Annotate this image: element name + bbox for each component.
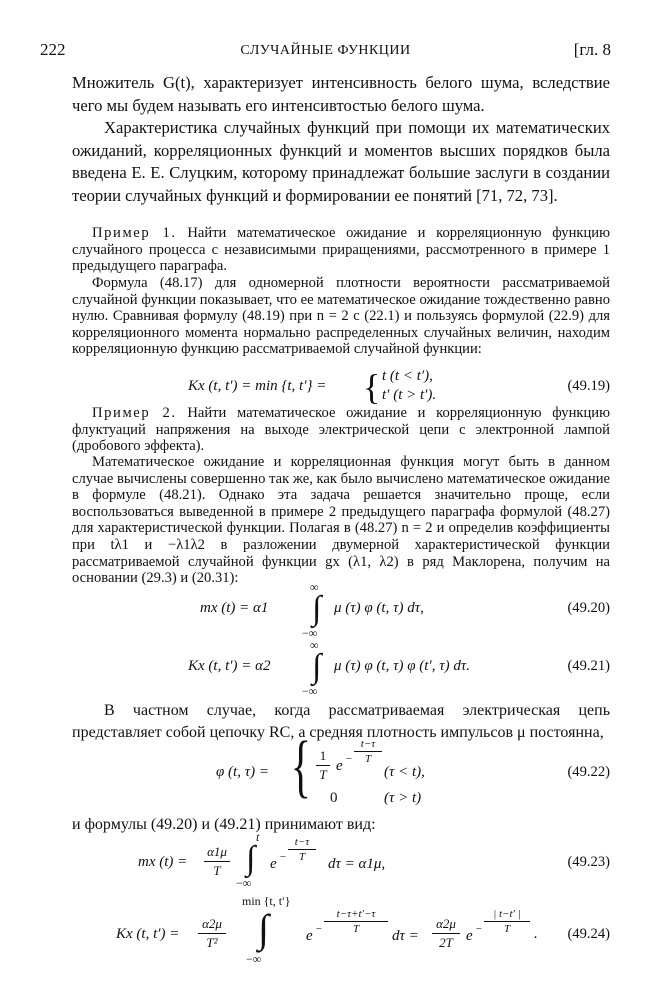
- eq-49-22-cond2: (τ > t): [384, 790, 422, 806]
- eq-49-24-coef2: [432, 916, 460, 951]
- example-1: [72, 225, 610, 275]
- eq-49-19-brace: {: [363, 367, 381, 407]
- example-2: [72, 405, 610, 455]
- example-1-label: Пример 1.: [92, 225, 177, 241]
- eq-49-24-upper-limit: min {t, t′}: [242, 894, 291, 908]
- eq-49-19-case1: t (t < t′),: [382, 368, 433, 384]
- eq-49-24-exp-base: e: [306, 928, 313, 944]
- eq-49-23-lhs: mx (t) =: [138, 854, 188, 870]
- eq-49-22-frac-bar: [316, 765, 330, 766]
- eq-49-23-exp-num: t−τ: [294, 836, 310, 848]
- eq-49-24-coef: [198, 916, 226, 951]
- paragraph-rc-chain: В частном случае, когда рассматриваемая электрическая цепь представляет собой цепочку RC, а средняя плотность импульсов μ постоянна,: [72, 702, 610, 741]
- example-2-label: Пример 2.: [92, 405, 177, 421]
- eq-49-21-number: (49.21): [567, 658, 610, 674]
- eq-49-22-number: (49.22): [567, 764, 610, 780]
- equation-49-19: [72, 367, 610, 407]
- example-1-text: Найти математическое ожидание и корреляционную функцию случайного процесса с независимыми приращениями, рассмотренного в примере 1 предыдущего параграфа.: [72, 225, 611, 275]
- eq-49-22-frac-num: 1: [319, 748, 327, 763]
- eq-49-20-lower-limit: −∞: [302, 626, 318, 640]
- eq-49-24-mid: dτ =: [392, 928, 419, 944]
- eq-49-23-exp-minus: −: [279, 851, 287, 863]
- eq-49-22-brace: {: [290, 728, 311, 805]
- eq-49-20-integral-sign: ∫: [312, 590, 322, 627]
- eq-49-21-upper-limit: ∞: [310, 638, 319, 652]
- eq-49-24-coef-den: T²: [206, 935, 218, 950]
- eq-49-24-exp-den: T: [352, 923, 360, 935]
- eq-49-21-integrand: μ (τ) φ (t, τ) φ (t′, τ) dτ.: [334, 658, 470, 674]
- equation-49-20: [72, 582, 610, 638]
- example-2-text: Найти математическое ожидание и корреляционную функцию флуктуаций напряжения на выходе электрической цепи с электронной лампой (дробового эффекта).: [72, 405, 611, 455]
- eq-49-24-number: (49.24): [567, 926, 610, 942]
- eq-49-24-end: .: [534, 926, 538, 942]
- paragraph-slutsky: Характеристика случайных функций при помощи их математических ожиданий, корреляционных функций и моментов высших порядков была введена Е. Е. Слуцким, которому принадлежат большие заслуги в создании теории случайных функций и формировании ее понятий [71, 72, 73].: [72, 118, 610, 205]
- eq-49-23-exp-bar: [288, 849, 316, 850]
- eq-49-22-lhs: φ (t, τ) =: [216, 764, 269, 780]
- eq-49-24-exp2-den: T: [503, 923, 511, 935]
- eq-49-23-exponent: [288, 836, 316, 863]
- equation-49-24: [72, 894, 610, 966]
- eq-49-21-lower-limit: −∞: [302, 684, 318, 698]
- eq-49-23-tail: dτ = α1μ,: [328, 856, 386, 872]
- eq-49-19-number: (49.19): [567, 378, 610, 394]
- eq-49-23-lower-limit: −∞: [236, 876, 252, 890]
- eq-49-24-lower-limit: −∞: [246, 952, 262, 966]
- equation-49-21: [72, 640, 610, 696]
- eq-49-24-exponent: [324, 908, 388, 935]
- eq-49-23-upper-limit: t: [256, 830, 260, 844]
- eq-49-23-coef-bar: [204, 861, 230, 862]
- eq-49-23-coef-den: T: [213, 863, 221, 878]
- eq-49-24-exponent2: [484, 908, 530, 935]
- eq-49-23-exp-den: T: [298, 851, 306, 863]
- equation-49-22: [72, 728, 610, 810]
- eq-49-23-integral-sign: ∫: [246, 840, 256, 877]
- eq-49-24-exp2-base: e: [466, 928, 473, 944]
- page-number: 222: [40, 40, 66, 59]
- eq-49-23-number: (49.23): [567, 854, 610, 870]
- eq-49-24-exp2-bar: [484, 921, 530, 922]
- running-title: СЛУЧАЙНЫЕ ФУНКЦИИ: [240, 43, 411, 58]
- eq-49-24-coef2-num: α2μ: [436, 916, 456, 931]
- eq-49-24-exp-minus: −: [315, 923, 323, 935]
- eq-49-22-frac-den: T: [319, 767, 327, 782]
- eq-49-20-number: (49.20): [567, 600, 610, 616]
- eq-49-22-cond1: (τ < t),: [384, 764, 425, 780]
- eq-49-24-coef-num: α2μ: [202, 916, 222, 931]
- paragraph-white-noise: Множитель G(t), характеризует интенсивность белого шума, вследствие чего мы будем называть его интенсивтостью белого шума.: [72, 73, 610, 115]
- eq-49-20-upper-limit: ∞: [310, 580, 319, 594]
- eq-49-21-integral-sign: ∫: [312, 648, 322, 685]
- eq-49-22-fraction: [316, 748, 330, 783]
- equation-49-23: [72, 832, 610, 888]
- eq-49-19-case2: t′ (t > t′).: [382, 387, 437, 403]
- eq-49-23-coef: [204, 844, 230, 879]
- eq-49-23-coef-num: α1μ: [207, 844, 227, 859]
- eq-49-22-exp-bar: [354, 751, 382, 752]
- eq-49-22-zero: 0: [330, 790, 338, 806]
- paragraph-formula-48-17: Формула (48.17) для одномерной плотности вероятности рассматриваемой случайной функции показывает, что ее математическое ожидание тождественно равно нулю. Сравнивая формулу (48.19) при n = 2 с (22.1) и пользуясь формулой (22.9) для корреляционного момента нормально распределенных случайных величин, находим корреляционную функцию рассматриваемой случайной функции:: [72, 275, 610, 358]
- eq-49-20-integrand: μ (τ) φ (t, τ) dτ,: [334, 600, 424, 616]
- eq-49-21-lhs: Kx (t, t′) = α2: [188, 658, 271, 674]
- paragraph-shot-effect: Математическое ожидание и корреляционная функция могут быть в данном случае вычислены совершенно так же, как было вычислено математическое ожидание в формуле (48.21). Однако эта задача решается значительно проще, если воспользоваться выведенной в примере 2 предыдущего параграфа формулой (48.27) для характеристической функции. Полагая в (48.27) n = 2 и определив коэффициенты при tλ1 и −λ1λ2 в разложении двумерной характеристической функции рассматриваемой случайной функции gx (λ1, λ2) в ряд Маклорена, получим на основании (29.3) и (20.31):: [72, 454, 610, 587]
- eq-49-23-exp-base: e: [270, 856, 277, 872]
- eq-49-24-coef-bar: [198, 933, 226, 934]
- paragraph-formulas-take-form: и формулы (49.20) и (49.21) принимают вид:: [72, 816, 376, 833]
- eq-49-24-lhs: Kx (t, t′) =: [116, 926, 180, 942]
- eq-49-24-exp-num: t−τ+t′−τ: [336, 908, 376, 920]
- eq-49-22-exp-num: t−τ: [360, 738, 376, 750]
- eq-49-24-exp-bar: [324, 921, 388, 922]
- eq-49-24-coef2-den: 2T: [439, 935, 453, 950]
- eq-49-22-exp-den: T: [364, 753, 372, 765]
- eq-49-19-lhs: Kx (t, t′) = min {t, t′} =: [188, 378, 327, 394]
- chapter-marker: [гл. 8: [573, 40, 611, 59]
- eq-49-20-lhs: mx (t) = α1: [200, 600, 269, 616]
- eq-49-22-exponent: [354, 738, 382, 765]
- eq-49-22-exp-base: e: [336, 758, 343, 774]
- eq-49-24-coef2-bar: [432, 933, 460, 934]
- eq-49-24-integral-sign: ∫: [258, 906, 269, 951]
- eq-49-22-exp-minus: −: [345, 753, 353, 765]
- eq-49-24-exp2-num: | t−t′ |: [493, 908, 521, 920]
- eq-49-24-exp2-minus: −: [475, 923, 483, 935]
